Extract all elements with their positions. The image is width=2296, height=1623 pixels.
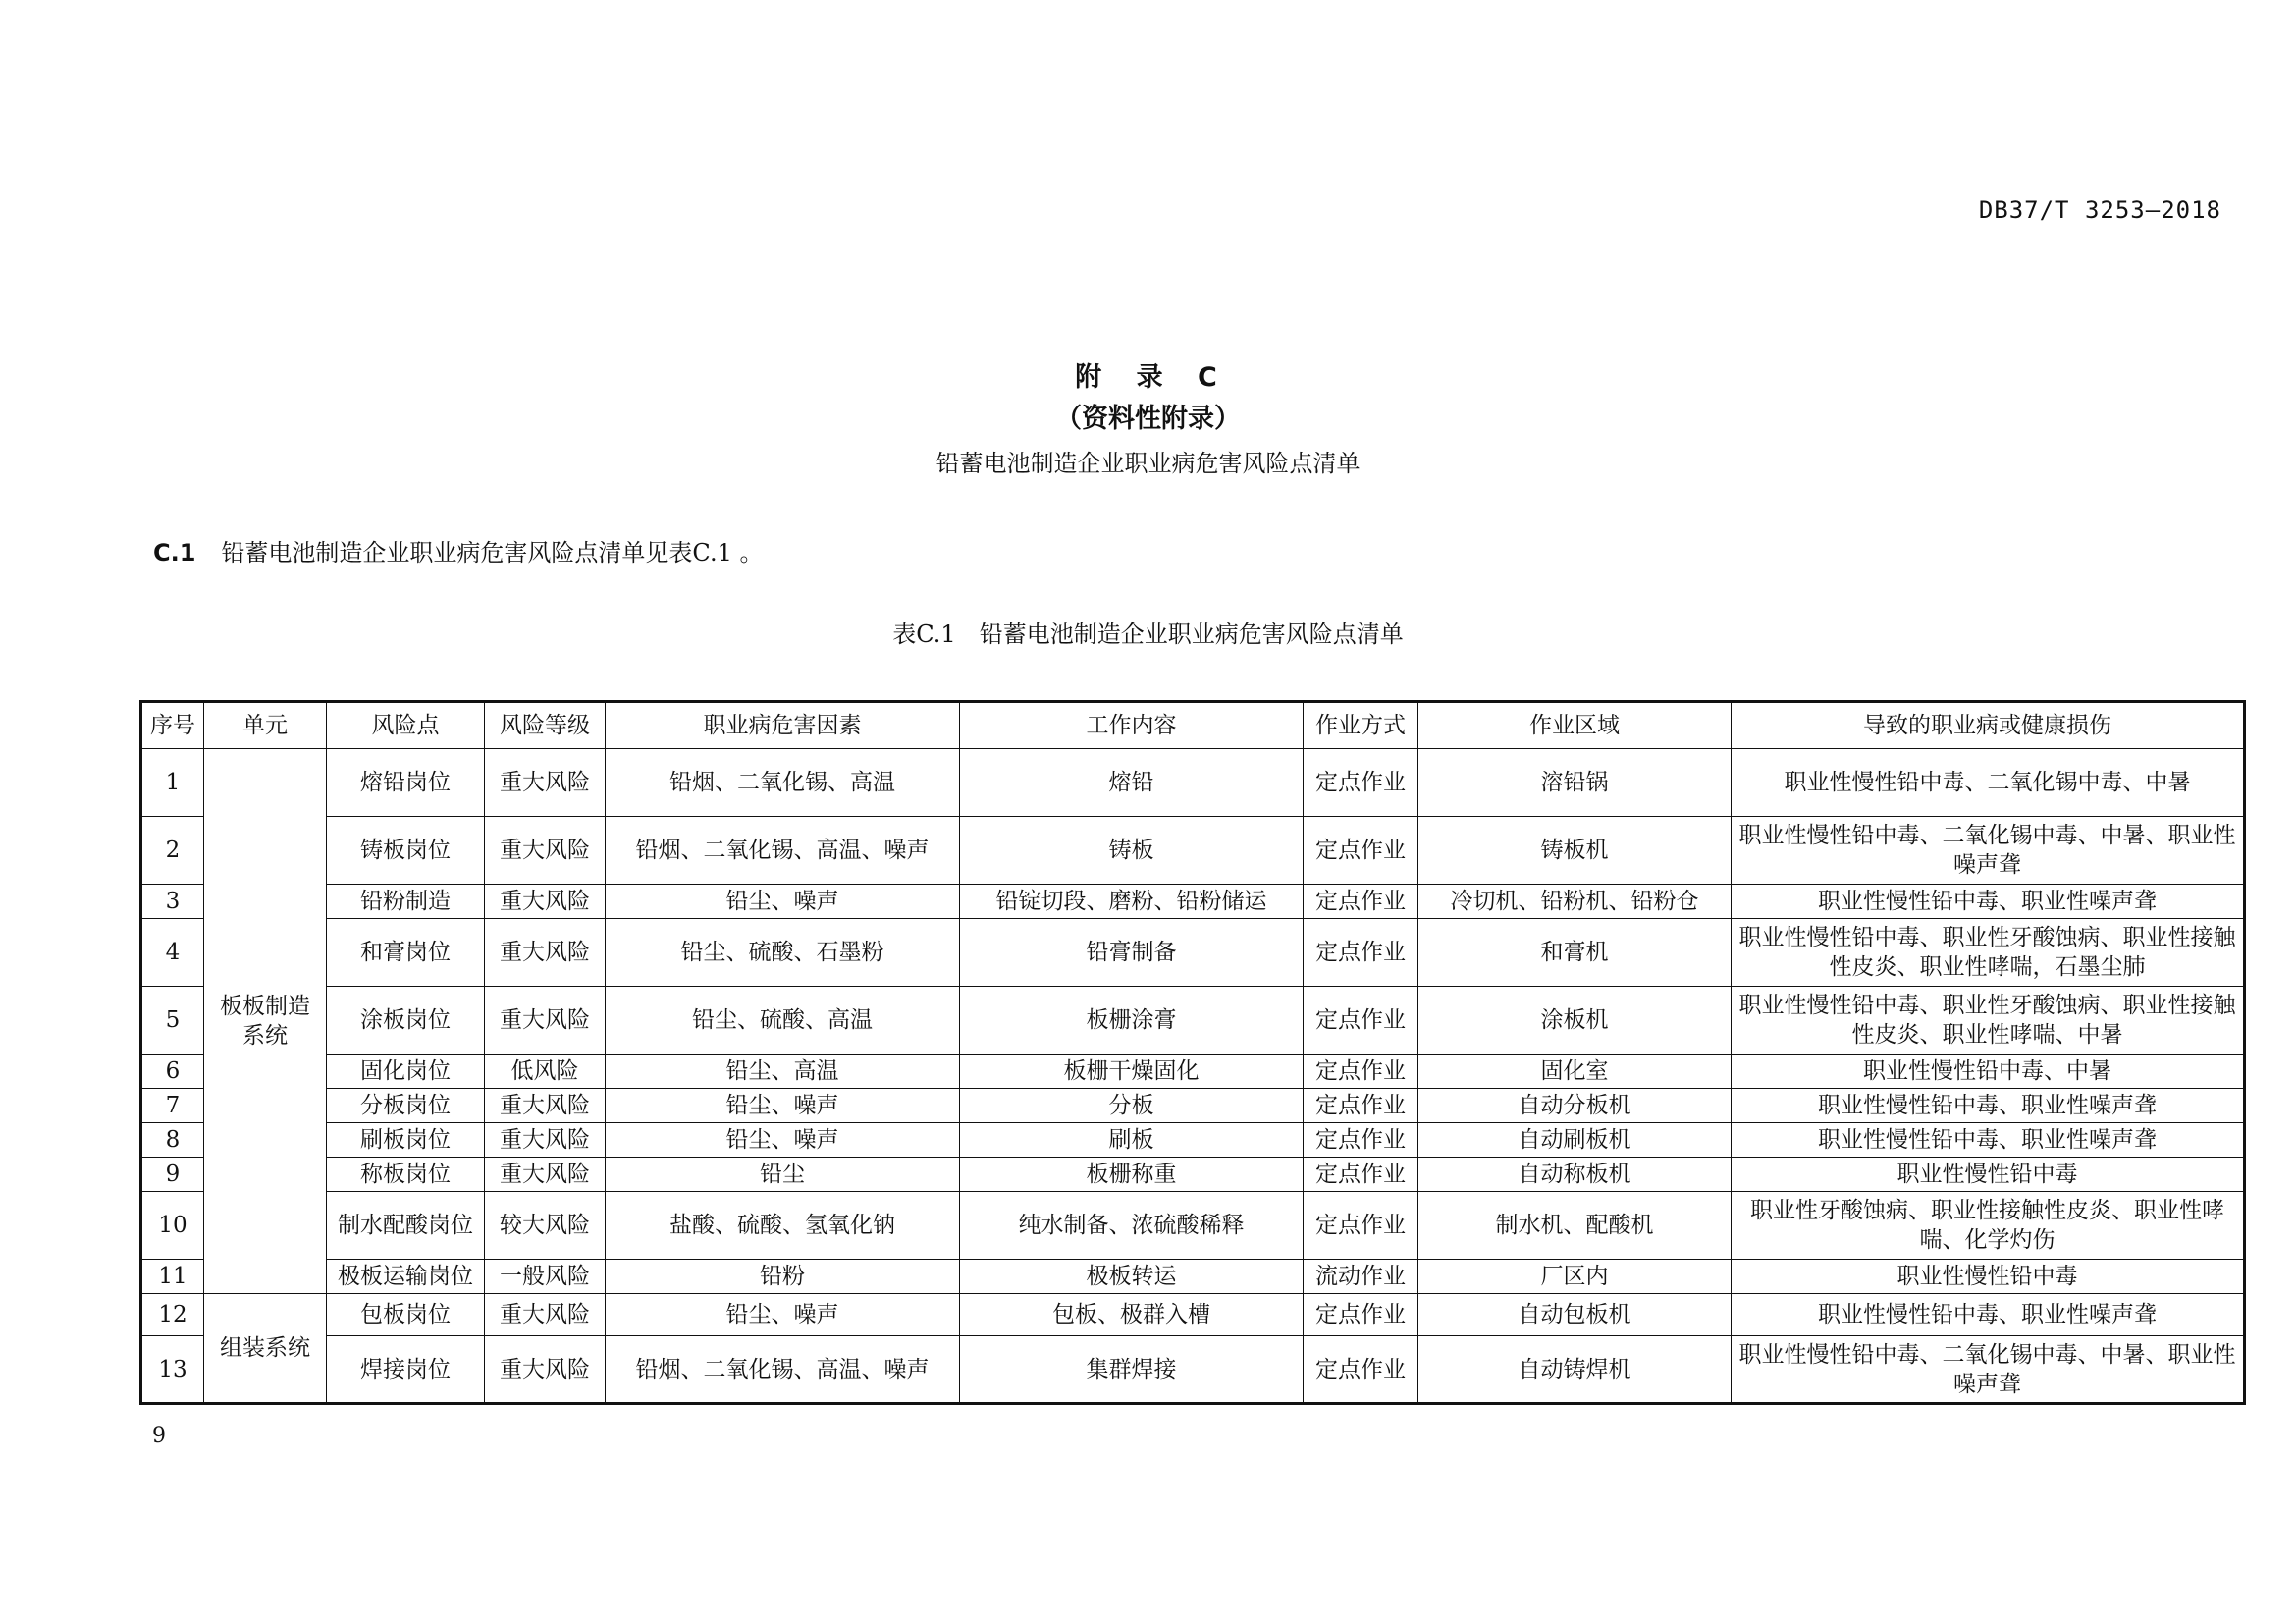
cell-work: 极板转运 bbox=[960, 1260, 1304, 1294]
cell-factor: 铅尘、噪声 bbox=[606, 885, 960, 919]
cell-level: 重大风险 bbox=[485, 1123, 606, 1158]
cell-no: 11 bbox=[141, 1260, 204, 1294]
cell-point: 熔铅岗位 bbox=[327, 749, 485, 817]
cell-point: 刷板岗位 bbox=[327, 1123, 485, 1158]
header-cell: 序号 bbox=[141, 702, 204, 749]
cell-no: 4 bbox=[141, 919, 204, 987]
cell-mode: 定点作业 bbox=[1304, 1158, 1418, 1192]
cell-no: 12 bbox=[141, 1294, 204, 1336]
cell-point: 铸板岗位 bbox=[327, 817, 485, 885]
cell-work: 铸板 bbox=[960, 817, 1304, 885]
cell-work: 纯水制备、浓硫酸稀释 bbox=[960, 1192, 1304, 1260]
cell-level: 重大风险 bbox=[485, 749, 606, 817]
cell-area: 溶铅锅 bbox=[1418, 749, 1732, 817]
cell-area: 自动分板机 bbox=[1418, 1089, 1732, 1123]
cell-no: 2 bbox=[141, 817, 204, 885]
header-cell: 风险点 bbox=[327, 702, 485, 749]
cell-point: 铅粉制造 bbox=[327, 885, 485, 919]
cell-level: 重大风险 bbox=[485, 1089, 606, 1123]
cell-area: 固化室 bbox=[1418, 1055, 1732, 1089]
table-row bbox=[141, 1260, 2245, 1294]
header-cell: 职业病危害因素 bbox=[606, 702, 960, 749]
table-header-row bbox=[141, 702, 2245, 749]
cell-factor: 铅尘 bbox=[606, 1158, 960, 1192]
cell-area: 自动包板机 bbox=[1418, 1294, 1732, 1336]
table-caption-title: 铅蓄电池制造企业职业病危害风险点清单 bbox=[979, 621, 1404, 648]
clause-text: 铅蓄电池制造企业职业病危害风险点清单见表C.1 。 bbox=[221, 539, 764, 567]
cell-point: 涂板岗位 bbox=[327, 987, 485, 1055]
cell-harm: 职业性慢性铅中毒 bbox=[1732, 1260, 2245, 1294]
cell-area: 自动铸焊机 bbox=[1418, 1336, 1732, 1404]
cell-level: 较大风险 bbox=[485, 1192, 606, 1260]
cell-point: 和膏岗位 bbox=[327, 919, 485, 987]
cell-harm: 职业性牙酸蚀病、职业性接触性皮炎、职业性哮喘、化学灼伤 bbox=[1732, 1192, 2245, 1260]
table-row bbox=[141, 919, 2245, 987]
cell-harm: 职业性慢性铅中毒、职业性噪声聋 bbox=[1732, 1294, 2245, 1336]
table-caption bbox=[0, 615, 2296, 649]
cell-level: 重大风险 bbox=[485, 1336, 606, 1404]
cell-point: 固化岗位 bbox=[327, 1055, 485, 1089]
cell-work: 刷板 bbox=[960, 1123, 1304, 1158]
cell-mode: 定点作业 bbox=[1304, 1123, 1418, 1158]
header-cell: 单元 bbox=[204, 702, 327, 749]
table-row bbox=[141, 1158, 2245, 1192]
table-row bbox=[141, 817, 2245, 885]
table-row bbox=[141, 749, 2245, 817]
header-cell: 作业方式 bbox=[1304, 702, 1418, 749]
cell-factor: 铅尘、硫酸、高温 bbox=[606, 987, 960, 1055]
cell-mode: 定点作业 bbox=[1304, 1089, 1418, 1123]
table-row bbox=[141, 1123, 2245, 1158]
cell-area: 涂板机 bbox=[1418, 987, 1732, 1055]
cell-level: 重大风险 bbox=[485, 817, 606, 885]
cell-factor: 铅粉 bbox=[606, 1260, 960, 1294]
cell-factor: 铅尘、噪声 bbox=[606, 1089, 960, 1123]
cell-work: 板栅干燥固化 bbox=[960, 1055, 1304, 1089]
cell-level: 一般风险 bbox=[485, 1260, 606, 1294]
unit-label: 板板制造系统 bbox=[220, 994, 310, 1049]
cell-mode: 定点作业 bbox=[1304, 1336, 1418, 1404]
cell-mode: 定点作业 bbox=[1304, 919, 1418, 987]
header-cell: 作业区域 bbox=[1418, 702, 1732, 749]
cell-area: 自动刷板机 bbox=[1418, 1123, 1732, 1158]
cell-mode: 定点作业 bbox=[1304, 885, 1418, 919]
cell-factor: 铅烟、二氧化锡、高温、噪声 bbox=[606, 1336, 960, 1404]
table-row bbox=[141, 1336, 2245, 1404]
cell-factor: 铅尘、噪声 bbox=[606, 1123, 960, 1158]
cell-mode: 定点作业 bbox=[1304, 987, 1418, 1055]
cell-work: 包板、极群入槽 bbox=[960, 1294, 1304, 1336]
cell-mode: 定点作业 bbox=[1304, 1192, 1418, 1260]
cell-harm: 职业性慢性铅中毒 bbox=[1732, 1158, 2245, 1192]
page-number: 9 bbox=[152, 1424, 166, 1448]
cell-point: 制水配酸岗位 bbox=[327, 1192, 485, 1260]
cell-point: 焊接岗位 bbox=[327, 1336, 485, 1404]
cell-no: 7 bbox=[141, 1089, 204, 1123]
cell-harm: 职业性慢性铅中毒、职业性牙酸蚀病、职业性接触性皮炎、职业性哮喘，石墨尘肺 bbox=[1732, 919, 2245, 987]
cell-no: 10 bbox=[141, 1192, 204, 1260]
standard-code: DB37/T 3253—2018 bbox=[1978, 196, 2221, 224]
cell-level: 重大风险 bbox=[485, 885, 606, 919]
appendix-name: 铅蓄电池制造企业职业病危害风险点清单 bbox=[935, 450, 1361, 477]
cell-harm: 职业性慢性铅中毒、中暑 bbox=[1732, 1055, 2245, 1089]
cell-area: 铸板机 bbox=[1418, 817, 1732, 885]
cell-mode: 定点作业 bbox=[1304, 817, 1418, 885]
cell-no: 9 bbox=[141, 1158, 204, 1192]
appendix-title: 附 录 C bbox=[1075, 362, 1221, 393]
cell-level: 重大风险 bbox=[485, 1294, 606, 1336]
cell-area: 制水机、配酸机 bbox=[1418, 1192, 1732, 1260]
cell-point: 称板岗位 bbox=[327, 1158, 485, 1192]
table-row bbox=[141, 1294, 2245, 1336]
cell-factor: 铅尘、硫酸、石墨粉 bbox=[606, 919, 960, 987]
cell-work: 铅膏制备 bbox=[960, 919, 1304, 987]
cell-factor: 铅尘、噪声 bbox=[606, 1294, 960, 1336]
cell-harm: 职业性慢性铅中毒、二氧化锡中毒、中暑 bbox=[1732, 749, 2245, 817]
cell-work: 铅锭切段、磨粉、铅粉储运 bbox=[960, 885, 1304, 919]
cell-factor: 盐酸、硫酸、氢氧化钠 bbox=[606, 1192, 960, 1260]
cell-no: 8 bbox=[141, 1123, 204, 1158]
header-cell: 工作内容 bbox=[960, 702, 1304, 749]
header-cell: 风险等级 bbox=[485, 702, 606, 749]
clause-c1 bbox=[153, 533, 763, 568]
cell-work: 板栅称重 bbox=[960, 1158, 1304, 1192]
table-row bbox=[141, 1089, 2245, 1123]
risk-point-table bbox=[139, 700, 2246, 1405]
cell-point: 极板运输岗位 bbox=[327, 1260, 485, 1294]
cell-harm: 职业性慢性铅中毒、二氧化锡中毒、中暑、职业性噪声聋 bbox=[1732, 1336, 2245, 1404]
cell-harm: 职业性慢性铅中毒、职业性噪声聋 bbox=[1732, 1123, 2245, 1158]
cell-point: 包板岗位 bbox=[327, 1294, 485, 1336]
cell-mode: 定点作业 bbox=[1304, 749, 1418, 817]
cell-mode: 流动作业 bbox=[1304, 1260, 1418, 1294]
cell-work: 板栅涂膏 bbox=[960, 987, 1304, 1055]
cell-unit: 组装系统 bbox=[204, 1294, 327, 1404]
cell-factor: 铅烟、二氧化锡、高温 bbox=[606, 749, 960, 817]
cell-area: 自动称板机 bbox=[1418, 1158, 1732, 1192]
cell-mode: 定点作业 bbox=[1304, 1055, 1418, 1089]
table-row bbox=[141, 987, 2245, 1055]
cell-no: 13 bbox=[141, 1336, 204, 1404]
cell-harm: 职业性慢性铅中毒、职业性牙酸蚀病、职业性接触性皮炎、职业性哮喘、中暑 bbox=[1732, 987, 2245, 1055]
cell-harm: 职业性慢性铅中毒、职业性噪声聋 bbox=[1732, 885, 2245, 919]
cell-factor: 铅烟、二氧化锡、高温、噪声 bbox=[606, 817, 960, 885]
table-caption-number: 表C.1 bbox=[892, 621, 956, 648]
cell-area: 和膏机 bbox=[1418, 919, 1732, 987]
cell-area: 冷切机、铅粉机、铅粉仓 bbox=[1418, 885, 1732, 919]
cell-level: 重大风险 bbox=[485, 919, 606, 987]
cell-no: 1 bbox=[141, 749, 204, 817]
cell-point: 分板岗位 bbox=[327, 1089, 485, 1123]
cell-mode: 定点作业 bbox=[1304, 1294, 1418, 1336]
cell-harm: 职业性慢性铅中毒、职业性噪声聋 bbox=[1732, 1089, 2245, 1123]
clause-number: C.1 bbox=[153, 539, 196, 567]
table-row bbox=[141, 1055, 2245, 1089]
cell-no: 6 bbox=[141, 1055, 204, 1089]
cell-no: 5 bbox=[141, 987, 204, 1055]
cell-unit bbox=[204, 749, 327, 1294]
cell-work: 集群焊接 bbox=[960, 1336, 1304, 1404]
cell-harm: 职业性慢性铅中毒、二氧化锡中毒、中暑、职业性噪声聋 bbox=[1732, 817, 2245, 885]
cell-work: 分板 bbox=[960, 1089, 1304, 1123]
cell-area: 厂区内 bbox=[1418, 1260, 1732, 1294]
cell-factor: 铅尘、高温 bbox=[606, 1055, 960, 1089]
table-row bbox=[141, 885, 2245, 919]
cell-level: 重大风险 bbox=[485, 987, 606, 1055]
cell-no: 3 bbox=[141, 885, 204, 919]
table-row bbox=[141, 1192, 2245, 1260]
header-cell: 导致的职业病或健康损伤 bbox=[1732, 702, 2245, 749]
cell-work: 熔铅 bbox=[960, 749, 1304, 817]
appendix-subtitle: （资料性附录） bbox=[1055, 404, 1241, 434]
cell-level: 重大风险 bbox=[485, 1158, 606, 1192]
cell-level: 低风险 bbox=[485, 1055, 606, 1089]
